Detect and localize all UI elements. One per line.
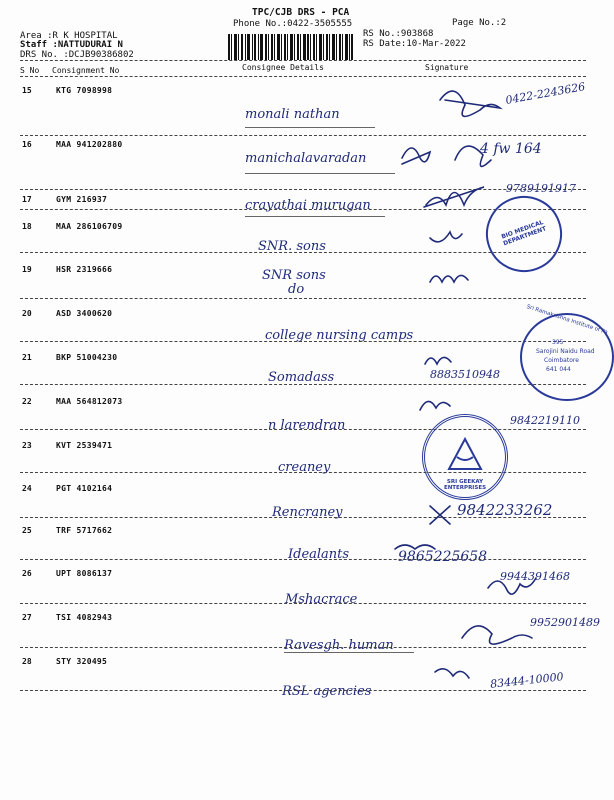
row-sno: 23 [22, 441, 32, 450]
row-consignment: PGT 4102164 [56, 484, 113, 493]
bio-stamp-text: BIO MEDICAL DEPARTMENT [500, 218, 548, 248]
row-sno: 16 [22, 140, 32, 149]
row-consignee: SNR. sons [258, 239, 326, 254]
row-sno: 28 [22, 657, 32, 666]
row-consignment: UPT 8086137 [56, 569, 113, 578]
signature-row22 [420, 401, 450, 410]
row-consignment: MAA 941202880 [56, 140, 123, 149]
institute-addr3: Coimbatore [544, 357, 579, 364]
row-consignment: GYM 216937 [56, 195, 108, 204]
row-sno: 17 [22, 195, 32, 204]
row-sno: 18 [22, 222, 32, 231]
row-phone-note: 0422-2243626 [504, 80, 587, 107]
row-consignee: Idealants [288, 547, 350, 562]
signature-row21 [425, 357, 451, 364]
row-sno: 26 [22, 569, 32, 578]
phone-number: Phone No.:0422-3505555 [233, 19, 353, 29]
row-consignment: TSI 4082943 [56, 613, 113, 622]
signature-row19 [430, 275, 468, 282]
row-phone-note: 9944391468 [500, 570, 570, 583]
rs-date: RS Date:10-Mar-2022 [363, 39, 466, 49]
signature-row25 [395, 545, 435, 549]
row-consignee: creaney [278, 460, 331, 475]
row-consignment: STY 320495 [56, 657, 108, 666]
row-consignee: RSL agencies [282, 684, 372, 699]
institute-addr1: 395 [552, 339, 564, 346]
signature-row16 [402, 148, 430, 164]
row-consignee: Somadass [268, 370, 335, 385]
col-sno: S No [20, 66, 40, 75]
area-label: Area :R K HOSPITAL [20, 31, 118, 41]
row-consignee: crayathai murugan [245, 198, 371, 213]
row-sno: 19 [22, 265, 32, 274]
signature-row28 [435, 669, 469, 678]
staff-label: Staff :NATTUDURAI N [20, 40, 123, 50]
row-consignment: HSR 2319666 [56, 265, 113, 274]
signature-row15 [440, 91, 500, 116]
row-sno: 25 [22, 526, 32, 535]
col-signature: Signature [425, 63, 469, 72]
row-sno: 22 [22, 397, 32, 406]
signature-row16b [455, 146, 491, 166]
drs-number: DRS No. :DCJB90386802 [20, 50, 134, 60]
sri-geekay-stamp [422, 414, 508, 500]
signature-row17 [424, 187, 484, 207]
row-sno: 24 [22, 484, 32, 493]
row-sno: 27 [22, 613, 32, 622]
page-number: Page No.:2 [452, 18, 507, 28]
row-consignee: monali nathan [245, 107, 340, 122]
signature-row27 [462, 626, 532, 644]
row-phone-note: 8883510948 [430, 368, 500, 381]
row-consignment: BKP 51004230 [56, 353, 118, 362]
row-consignee: SNR sons [262, 268, 326, 283]
row-sno: 20 [22, 309, 32, 318]
institute-addr4: 641 044 [546, 366, 571, 373]
col-consignment: Consignment No [52, 66, 120, 75]
row-consignment: KTG 7098998 [56, 86, 113, 95]
row-consignment: MAA 286106709 [56, 222, 123, 231]
row-phone-note: 9842219110 [510, 414, 580, 427]
row-sno: 21 [22, 353, 32, 362]
row-consignee: manichalavaradan [245, 151, 367, 166]
row-consignee: Rencraney [272, 505, 343, 520]
row-consignment: MAA 564812073 [56, 397, 123, 406]
row-sno: 15 [22, 86, 32, 95]
signature-row24 [430, 506, 450, 524]
row-consignment: ASD 3400620 [56, 309, 113, 318]
row-consignee: college nursing camps [265, 328, 414, 343]
document-title: TPC/CJB DRS - PCA [252, 7, 350, 18]
row-phone-note: 4 fw 164 [480, 141, 542, 157]
row-consignment: TRF 5717662 [56, 526, 113, 535]
institute-stamp [520, 304, 614, 401]
rs-number: RS No.:903868 [363, 29, 434, 39]
row-phone-note: do [288, 282, 305, 297]
institute-name: Sri Ramakrishna Institute of Pa [525, 304, 609, 336]
signature-row26 [488, 578, 536, 594]
row-phone-note: 9952901489 [530, 616, 600, 629]
row-consignee: Mshacrace [285, 592, 358, 607]
row-consignee: n larendran [268, 418, 346, 433]
row-phone-note: 83444-10000 [489, 670, 565, 691]
row-phone-note: 9842233262 [457, 501, 553, 519]
sri-geekay-text: SRI GEEKAY ENTERPRISES [443, 479, 487, 491]
institute-addr2: Sarojini Naidu Road [536, 348, 595, 355]
row-phone-note: 9865225658 [398, 549, 488, 565]
col-consignee: Consignee Details [242, 63, 324, 72]
row-consignment: KVT 2539471 [56, 441, 113, 450]
row-consignee: Ravesgh. human [284, 638, 394, 653]
signature-row18 [430, 232, 462, 242]
row-phone-note: 9789191917 [506, 182, 576, 195]
